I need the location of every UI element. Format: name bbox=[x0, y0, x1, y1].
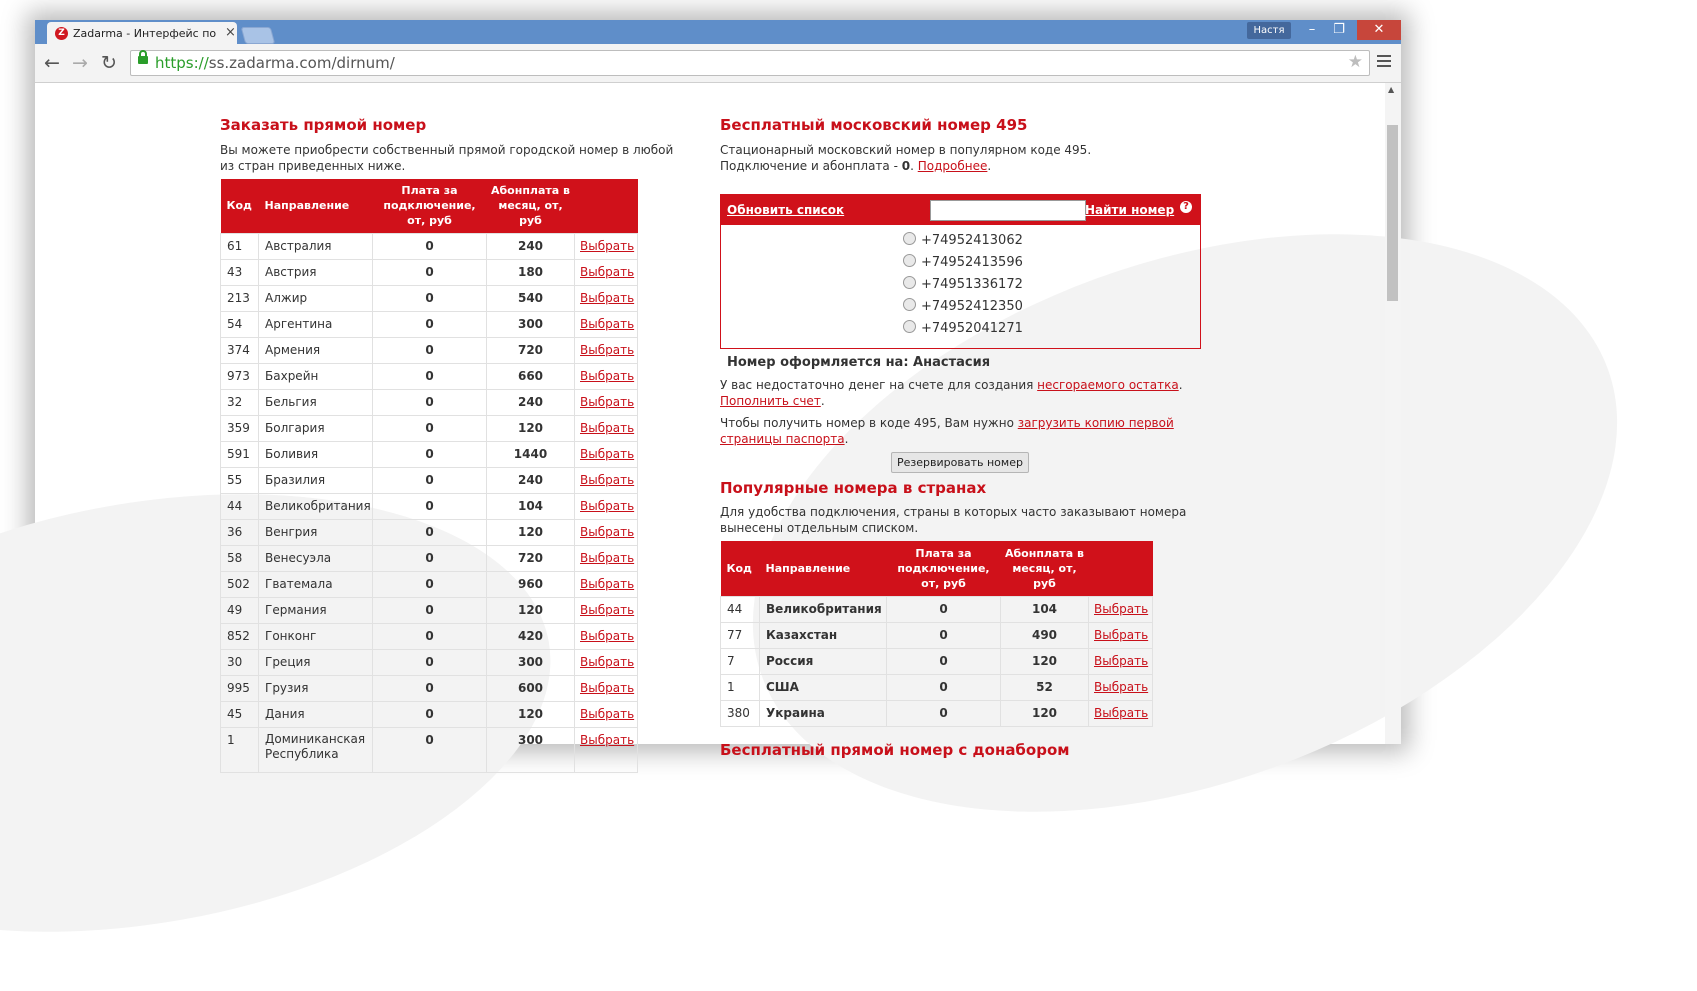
table-row bbox=[221, 441, 638, 467]
table-row bbox=[221, 701, 638, 727]
passport-notice: Чтобы получить номер в коде 495, Вам нужно загрузить копию первой страницы паспорта. bbox=[720, 416, 1174, 446]
popular-numbers-desc: Для удобства подключения, страны в которых часто заказывают номера вынесены отдельным списком. bbox=[720, 505, 1187, 535]
monthly-fee: 120 bbox=[487, 519, 575, 545]
zadarma-favicon-icon: Z bbox=[55, 27, 68, 40]
forward-number-title: Бесплатный прямой номер с донабором bbox=[720, 741, 1070, 759]
moscow-number-title: Бесплатный московский номер 495 bbox=[720, 116, 1028, 134]
phone-number: +74952413062 bbox=[921, 233, 1023, 248]
more-info-link[interactable]: Подробнее bbox=[917, 159, 988, 173]
table-row bbox=[221, 493, 638, 519]
maximize-icon[interactable]: ❐ bbox=[1333, 22, 1345, 37]
table-row bbox=[221, 363, 638, 389]
country-code: 77 bbox=[721, 622, 760, 648]
country-code: 1 bbox=[721, 674, 760, 700]
countries-table bbox=[220, 179, 638, 773]
country-code: 30 bbox=[221, 649, 259, 675]
new-tab-button[interactable] bbox=[241, 27, 276, 44]
country-name: Германия bbox=[259, 597, 373, 623]
connect-fee: 0 bbox=[373, 389, 487, 415]
bookmark-star-icon[interactable]: ★ bbox=[1347, 52, 1363, 72]
monthly-fee: 120 bbox=[1001, 700, 1089, 726]
table-row bbox=[221, 259, 638, 285]
monthly-fee: 420 bbox=[487, 623, 575, 649]
select-link[interactable]: Выбрать bbox=[1094, 602, 1149, 616]
country-code: 380 bbox=[721, 700, 760, 726]
country-name: Великобритания bbox=[760, 596, 887, 622]
select-cell bbox=[575, 675, 638, 701]
tab-close-icon[interactable]: × bbox=[225, 25, 236, 40]
country-code: 36 bbox=[221, 519, 259, 545]
page-scrollbar[interactable] bbox=[1385, 83, 1401, 744]
radio-button[interactable] bbox=[903, 254, 916, 267]
connect-fee: 0 bbox=[887, 648, 1001, 674]
select-cell bbox=[575, 337, 638, 363]
monthly-fee: 104 bbox=[1001, 596, 1089, 622]
country-code: 43 bbox=[221, 259, 259, 285]
country-name: Армения bbox=[259, 337, 373, 363]
nonburnable-balance-link[interactable]: несгораемого остатка bbox=[1037, 378, 1179, 392]
table-row bbox=[721, 596, 1153, 622]
select-link[interactable]: Выбрать bbox=[580, 551, 635, 565]
select-link[interactable]: Выбрать bbox=[580, 473, 635, 487]
select-link[interactable]: Выбрать bbox=[1094, 628, 1149, 642]
select-link[interactable]: Выбрать bbox=[580, 655, 635, 669]
select-cell bbox=[575, 545, 638, 571]
radio-button[interactable] bbox=[903, 298, 916, 311]
table-row bbox=[221, 233, 638, 259]
monthly-fee: 52 bbox=[1001, 674, 1089, 700]
table-row bbox=[721, 648, 1153, 674]
radio-button[interactable] bbox=[903, 276, 916, 289]
forward-icon[interactable]: → bbox=[72, 52, 88, 74]
select-cell bbox=[575, 363, 638, 389]
country-name: Болгария bbox=[259, 415, 373, 441]
connect-fee: 0 bbox=[373, 415, 487, 441]
header-monthly-fee: Абонплата в месяц, от, руб bbox=[487, 179, 575, 233]
country-name: Бельгия bbox=[259, 389, 373, 415]
connect-fee: 0 bbox=[373, 259, 487, 285]
country-name: Доминиканская Республика bbox=[259, 727, 373, 772]
country-code: 374 bbox=[221, 337, 259, 363]
country-code: 44 bbox=[721, 596, 760, 622]
select-cell bbox=[575, 623, 638, 649]
table-row bbox=[721, 622, 1153, 648]
country-code: 7 bbox=[721, 648, 760, 674]
phone-number: +74952041271 bbox=[921, 321, 1023, 336]
country-code: 58 bbox=[221, 545, 259, 571]
country-code: 973 bbox=[221, 363, 259, 389]
country-code: 995 bbox=[221, 675, 259, 701]
connect-fee: 0 bbox=[887, 674, 1001, 700]
country-name: Венгрия bbox=[259, 519, 373, 545]
select-link[interactable]: Выбрать bbox=[580, 421, 635, 435]
connect-fee: 0 bbox=[373, 545, 487, 571]
scroll-thumb[interactable] bbox=[1387, 125, 1398, 301]
phone-picker bbox=[720, 194, 1201, 349]
table-row bbox=[221, 467, 638, 493]
select-cell bbox=[1089, 648, 1153, 674]
window-close-icon[interactable]: ✕ bbox=[1357, 20, 1401, 40]
header-monthly-fee: Абонплата в месяц, от, руб bbox=[1001, 541, 1089, 596]
country-name: Великобритания bbox=[259, 493, 373, 519]
country-name: Боливия bbox=[259, 441, 373, 467]
table-row bbox=[221, 597, 638, 623]
connect-fee: 0 bbox=[373, 363, 487, 389]
select-cell bbox=[575, 285, 638, 311]
moscow-number-desc: Стационарный московский номер в популярном коде 495. Подключение и абонплата - 0. Подробнее. bbox=[720, 143, 1092, 173]
balance-notice: У вас недостаточно денег на счете для создания несгораемого остатка. Пополнить счет. bbox=[720, 378, 1183, 408]
scroll-up-icon[interactable]: ▲ bbox=[1388, 85, 1395, 94]
monthly-fee: 240 bbox=[487, 233, 575, 259]
popular-countries-table bbox=[720, 541, 1153, 727]
select-cell bbox=[1089, 596, 1153, 622]
select-link[interactable]: Выбрать bbox=[580, 603, 635, 617]
country-code: 45 bbox=[221, 701, 259, 727]
monthly-fee: 660 bbox=[487, 363, 575, 389]
select-link[interactable]: Выбрать bbox=[580, 499, 635, 513]
phone-option[interactable] bbox=[903, 320, 1023, 340]
monthly-fee: 240 bbox=[487, 389, 575, 415]
connect-fee: 0 bbox=[373, 311, 487, 337]
connect-fee: 0 bbox=[373, 467, 487, 493]
phone-option[interactable] bbox=[903, 276, 1023, 296]
popular-numbers-title: Популярные номера в странах bbox=[720, 479, 987, 497]
table-row bbox=[721, 700, 1153, 726]
select-link[interactable]: Выбрать bbox=[580, 629, 635, 643]
connect-fee: 0 bbox=[373, 623, 487, 649]
phone-option[interactable] bbox=[903, 298, 1023, 318]
connect-fee: 0 bbox=[373, 701, 487, 727]
select-link[interactable]: Выбрать bbox=[580, 447, 635, 461]
select-cell bbox=[575, 701, 638, 727]
connect-fee: 0 bbox=[373, 675, 487, 701]
connect-fee: 0 bbox=[373, 519, 487, 545]
select-link[interactable]: Выбрать bbox=[580, 291, 635, 305]
phone-picker-header bbox=[721, 195, 1200, 225]
table-row bbox=[221, 285, 638, 311]
select-cell bbox=[1089, 622, 1153, 648]
select-cell bbox=[575, 571, 638, 597]
table-header-row bbox=[721, 541, 1153, 596]
phone-option[interactable] bbox=[903, 254, 1023, 274]
select-link[interactable]: Выбрать bbox=[580, 732, 635, 747]
monthly-fee: 240 bbox=[487, 467, 575, 493]
country-code: 1 bbox=[221, 727, 259, 772]
table-row bbox=[221, 415, 638, 441]
country-name: Австралия bbox=[259, 233, 373, 259]
table-row bbox=[221, 571, 638, 597]
connect-fee: 0 bbox=[887, 596, 1001, 622]
refresh-list-link[interactable]: Обновить список bbox=[727, 203, 845, 217]
browser-tab[interactable] bbox=[47, 22, 237, 44]
connect-fee: 0 bbox=[373, 649, 487, 675]
phone-number: +74951336172 bbox=[921, 277, 1023, 292]
monthly-fee: 960 bbox=[487, 571, 575, 597]
table-row bbox=[221, 389, 638, 415]
monthly-fee: 600 bbox=[487, 675, 575, 701]
connect-fee: 0 bbox=[373, 337, 487, 363]
back-icon[interactable]: ← bbox=[44, 52, 60, 74]
select-link[interactable]: Выбрать bbox=[1094, 680, 1149, 694]
address-bar[interactable] bbox=[130, 50, 1370, 76]
order-number-intro: Вы можете приобрести собственный прямой городской номер в любой из стран приведенных ниже. bbox=[220, 143, 674, 173]
profile-button[interactable]: Настя bbox=[1247, 22, 1291, 39]
country-name: Бахрейн bbox=[259, 363, 373, 389]
monthly-fee: 540 bbox=[487, 285, 575, 311]
country-name: Аргентина bbox=[259, 311, 373, 337]
table-row bbox=[221, 337, 638, 363]
select-cell bbox=[575, 649, 638, 675]
country-name: США bbox=[760, 674, 887, 700]
country-name: Украина bbox=[760, 700, 887, 726]
monthly-fee: 300 bbox=[487, 649, 575, 675]
radio-button[interactable] bbox=[903, 320, 916, 333]
phone-number: +74952412350 bbox=[921, 299, 1023, 314]
country-code: 55 bbox=[221, 467, 259, 493]
browser-toolbar bbox=[35, 44, 1401, 83]
monthly-fee: 300 bbox=[487, 727, 575, 772]
tab-title: Zadarma - Интерфейс по bbox=[73, 27, 217, 40]
country-code: 359 bbox=[221, 415, 259, 441]
upload-passport-link[interactable]: загрузить копию первой страницы паспорта bbox=[720, 416, 1174, 446]
connect-fee: 0 bbox=[887, 622, 1001, 648]
table-row bbox=[221, 675, 638, 701]
url-text: https://ss.zadarma.com/dirnum/ bbox=[155, 54, 395, 72]
order-number-title: Заказать прямой номер bbox=[220, 116, 427, 134]
select-cell bbox=[1089, 700, 1153, 726]
select-cell bbox=[575, 727, 638, 772]
monthly-fee: 720 bbox=[487, 545, 575, 571]
connect-fee: 0 bbox=[373, 233, 487, 259]
table-header-row bbox=[221, 179, 638, 233]
country-name: Венесуэла bbox=[259, 545, 373, 571]
monthly-fee: 1440 bbox=[487, 441, 575, 467]
select-link[interactable]: Выбрать bbox=[580, 681, 635, 695]
country-code: 32 bbox=[221, 389, 259, 415]
number-search-input[interactable] bbox=[930, 200, 1086, 221]
country-name: Австрия bbox=[259, 259, 373, 285]
select-link[interactable]: Выбрать bbox=[580, 317, 635, 331]
connect-fee: 0 bbox=[887, 700, 1001, 726]
connect-fee: 0 bbox=[373, 571, 487, 597]
title-bar bbox=[35, 20, 1401, 44]
reload-icon[interactable]: ↻ bbox=[101, 52, 117, 74]
select-cell bbox=[575, 493, 638, 519]
header-connect-fee: Плата за подключение, от, руб bbox=[373, 179, 487, 233]
monthly-fee: 120 bbox=[487, 415, 575, 441]
select-link[interactable]: Выбрать bbox=[580, 369, 635, 383]
owner-label: Номер оформляется на: Анастасия bbox=[727, 355, 991, 370]
country-name: Россия bbox=[760, 648, 887, 674]
country-code: 44 bbox=[221, 493, 259, 519]
select-link[interactable]: Выбрать bbox=[580, 577, 635, 591]
monthly-fee: 180 bbox=[487, 259, 575, 285]
table-row bbox=[221, 545, 638, 571]
select-cell bbox=[575, 519, 638, 545]
find-number-link[interactable]: Найти номер bbox=[1085, 203, 1175, 217]
table-row bbox=[221, 727, 638, 772]
table-row bbox=[221, 311, 638, 337]
country-code: 54 bbox=[221, 311, 259, 337]
minimize-icon[interactable]: – bbox=[1308, 22, 1316, 37]
country-code: 852 bbox=[221, 623, 259, 649]
select-link[interactable]: Выбрать bbox=[1094, 706, 1149, 720]
select-link[interactable]: Выбрать bbox=[580, 265, 635, 279]
country-name: Алжир bbox=[259, 285, 373, 311]
country-name: Бразилия bbox=[259, 467, 373, 493]
connect-fee: 0 bbox=[373, 285, 487, 311]
table-row bbox=[721, 674, 1153, 700]
page-viewport bbox=[35, 83, 1401, 761]
select-link[interactable]: Выбрать bbox=[580, 343, 635, 357]
country-name: Гватемала bbox=[259, 571, 373, 597]
select-cell bbox=[575, 467, 638, 493]
monthly-fee: 720 bbox=[487, 337, 575, 363]
monthly-fee: 104 bbox=[487, 493, 575, 519]
monthly-fee: 120 bbox=[487, 701, 575, 727]
select-cell bbox=[575, 415, 638, 441]
select-cell bbox=[575, 311, 638, 337]
country-name: Гонконг bbox=[259, 623, 373, 649]
header-code: Код bbox=[721, 541, 760, 596]
monthly-fee: 120 bbox=[1001, 648, 1089, 674]
table-row bbox=[221, 623, 638, 649]
select-cell bbox=[575, 389, 638, 415]
connect-fee: 0 bbox=[373, 727, 487, 772]
monthly-fee: 490 bbox=[1001, 622, 1089, 648]
country-code: 213 bbox=[221, 285, 259, 311]
select-cell bbox=[575, 233, 638, 259]
header-direction: Направление bbox=[259, 179, 373, 233]
select-cell bbox=[1089, 674, 1153, 700]
radio-button[interactable] bbox=[903, 232, 916, 245]
table-row bbox=[221, 519, 638, 545]
header-action bbox=[575, 179, 638, 233]
select-link[interactable]: Выбрать bbox=[1094, 654, 1149, 668]
help-icon[interactable]: ? bbox=[1180, 201, 1192, 213]
browser-window bbox=[35, 20, 1401, 761]
country-name: Грузия bbox=[259, 675, 373, 701]
header-direction: Направление bbox=[760, 541, 887, 596]
country-name: Казахстан bbox=[760, 622, 887, 648]
header-connect-fee: Плата за подключение, от, руб bbox=[887, 541, 1001, 596]
menu-icon[interactable] bbox=[1377, 55, 1391, 67]
select-link[interactable]: Выбрать bbox=[580, 525, 635, 539]
country-code: 49 bbox=[221, 597, 259, 623]
country-code: 61 bbox=[221, 233, 259, 259]
country-name: Дания bbox=[259, 701, 373, 727]
monthly-fee: 300 bbox=[487, 311, 575, 337]
phone-option[interactable] bbox=[903, 232, 1023, 252]
header-action bbox=[1089, 541, 1153, 596]
phone-number: +74952413596 bbox=[921, 255, 1023, 270]
select-cell bbox=[575, 259, 638, 285]
connect-fee: 0 bbox=[373, 597, 487, 623]
country-code: 502 bbox=[221, 571, 259, 597]
reserve-number-button[interactable]: Резервировать номер bbox=[891, 452, 1029, 473]
select-link[interactable]: Выбрать bbox=[580, 239, 635, 253]
country-code: 591 bbox=[221, 441, 259, 467]
top-up-link[interactable]: Пополнить счет bbox=[720, 394, 821, 408]
country-name: Греция bbox=[259, 649, 373, 675]
connect-fee: 0 bbox=[373, 493, 487, 519]
select-link[interactable]: Выбрать bbox=[580, 707, 635, 721]
table-row bbox=[221, 649, 638, 675]
header-code: Код bbox=[221, 179, 259, 233]
monthly-fee: 120 bbox=[487, 597, 575, 623]
select-cell bbox=[575, 597, 638, 623]
select-cell bbox=[575, 441, 638, 467]
lock-icon bbox=[138, 56, 148, 64]
connect-fee: 0 bbox=[373, 441, 487, 467]
select-link[interactable]: Выбрать bbox=[580, 395, 635, 409]
